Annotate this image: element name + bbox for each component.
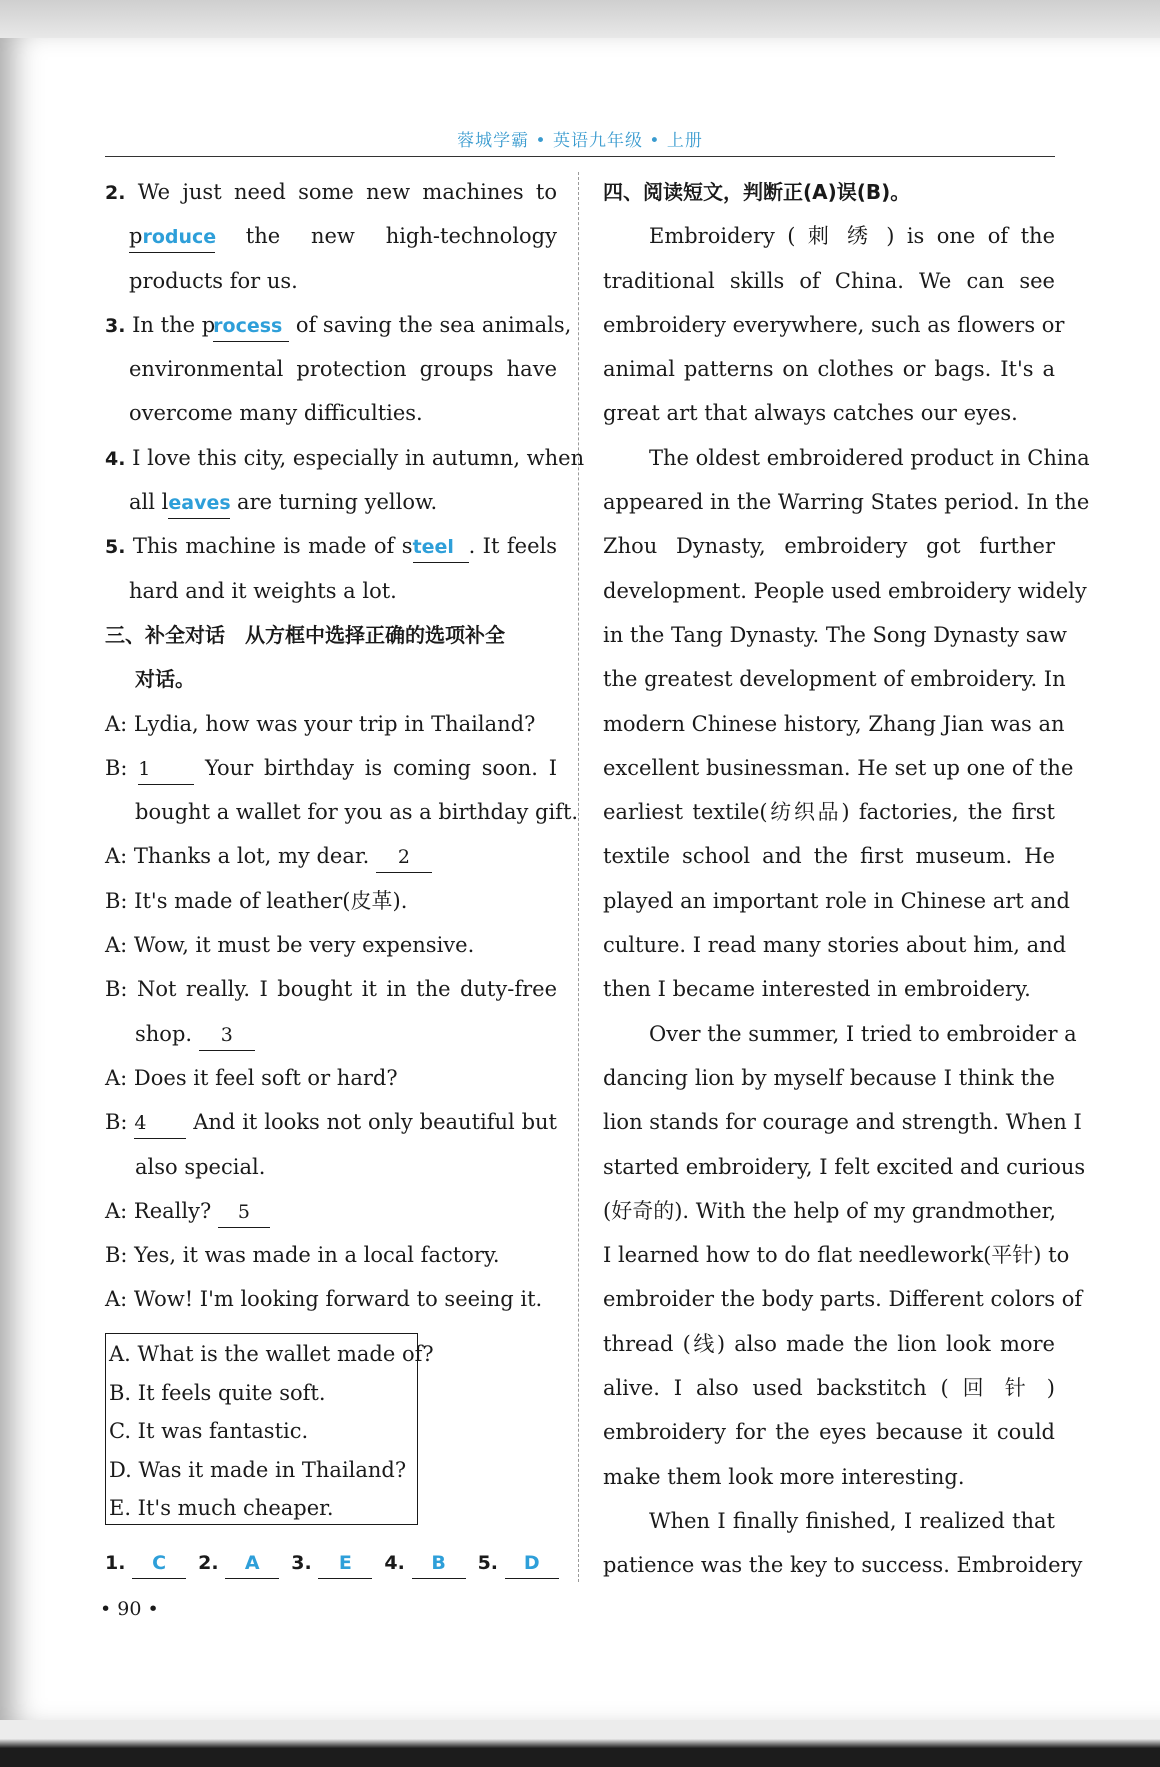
q5-answer-blank: teel [413,531,469,563]
q4-line1: 4. I love this city, especially in autumn, when [105,445,585,470]
dialog-line-4: B: It's made of leather(皮革). [105,888,408,913]
dialog-line-8: B: 4 And it looks not only beautiful but [105,1100,557,1144]
passage-line: (好奇的). With the help of my grandmother, [603,1198,1057,1223]
passage-line: embroider the body parts. Different colors of [603,1287,1083,1312]
q3-line1: 3. In the process of saving the sea animals, [105,303,557,347]
viewer-top-band [0,0,1160,38]
passage-line: in the Tang Dynasty. The Song Dynasty saw [603,622,1067,647]
dialog-line-2b: bought a wallet for you as a birthday gift. [135,800,579,825]
q3-answer-blank: rocess [213,310,289,342]
option-c: C. It was fantastic. [109,1419,309,1443]
passage-line: Embroidery ( 刺 绣 ) is one of the [649,224,1055,249]
options-box [105,1333,434,1525]
option-e: E. It's much cheaper. [109,1496,334,1520]
passage-line: Over the summer, I tried to embroider a [649,1021,1077,1046]
passage-line: lion stands for courage and strength. When I [603,1110,1082,1135]
answer-row: 1. C 2. A 3. E 4. B 5. D [105,1542,557,1582]
section4-title: 四、阅读短文，判断正(A)误(B)。 [603,180,911,204]
q2-answer-blank: produce [129,221,215,253]
option-a: A. What is the wallet made of? [109,1342,434,1366]
dialog-blank-4: 4 [134,1108,186,1139]
passage-line: I learned how to do flat needlework(平针) to [603,1243,1070,1268]
column-divider [578,172,579,1582]
answer-blank-2: A [225,1547,279,1579]
page-number: • 90 • [100,1598,159,1620]
passage-line: dancing lion by myself because I think the [603,1065,1055,1090]
section3-title-cont: 对话。 [135,667,195,692]
passage-line: the greatest development of embroidery. In [603,667,1066,692]
answer-blank-1: C [132,1547,186,1579]
header-rule [105,156,1055,157]
q4-line2: all leaves are turning yellow. [105,480,557,524]
passage-line: excellent businessman. He set up one of the [603,755,1074,780]
dialog-blank-2: 2 [376,842,432,873]
dialog-line-2: B: 1 Your birthday is coming soon. I [105,746,557,790]
passage-line: patience was the key to success. Embroidery [603,1553,1083,1578]
passage-line: embroidery everywhere, such as flowers or [603,312,1065,337]
dialog-line-8b: also special. [135,1154,266,1179]
passage-line: development. People used embroidery widely [603,578,1087,603]
passage-line: make them look more interesting. [603,1464,965,1489]
passage-line: animal patterns on clothes or bags. It's a [603,357,1055,382]
page-header: 蓉城学霸 • 英语九年级 • 上册 [457,131,703,151]
passage-line: played an important role in Chinese art and [603,888,1070,913]
q2-line2: produce the new high-technology [105,214,557,258]
dialog-blank-3: 3 [199,1020,255,1051]
passage-line: then I became interested in embroidery. [603,977,1031,1002]
left-column [105,170,585,1574]
q5-line2: hard and it weights a lot. [129,578,397,603]
dialog-line-11: A: Wow! I'm looking forward to seeing it. [105,1287,543,1312]
passage-line: traditional skills of China. We can see [603,268,1055,293]
dialog-line-3: A: Thanks a lot, my dear. 2 [105,834,557,878]
passage-line: When I finally finished, I realized that [649,1508,1055,1533]
q3-line2: environmental protection groups have [129,357,557,382]
dialog-line-7: A: Does it feel soft or hard? [105,1065,398,1090]
q2-line1: 2. We just need some new machines to [105,180,557,204]
q3-line3: overcome many difficulties. [129,401,423,426]
dialog-blank-1: 1 [138,754,194,785]
passage-line: Zhou Dynasty, embroidery got further [603,534,1055,559]
passage-line: started embroidery, I felt excited and curious [603,1154,1086,1179]
passage-line: alive. I also used backstitch ( 回 针 ) [603,1376,1055,1401]
dialog-line-5: A: Wow, it must be very expensive. [105,933,475,958]
passage-line: textile school and the first museum. He [603,844,1055,869]
q4-answer-blank: eaves [168,487,230,519]
passage-line: thread (线) also made the lion look more [603,1331,1055,1356]
right-column [603,170,1090,1588]
passage-line: culture. I read many stories about him, and [603,933,1067,958]
passage-line: embroidery for the eyes because it could [603,1420,1055,1445]
viewer-bottom-band [0,1720,1160,1767]
answer-blank-4: B [412,1547,466,1579]
answer-blank-3: E [318,1547,372,1579]
passage-line: earliest textile(纺织品) factories, the first [603,800,1055,825]
answer-blank-5: D [505,1547,559,1579]
section3-title: 三、补全对话 从方框中选择正确的选项补全 [105,622,505,647]
passage-line: The oldest embroidered product in China [649,445,1090,470]
passage-line: appeared in the Warring States period. In the [603,490,1090,515]
dialog-blank-5: 5 [218,1197,270,1228]
passage-line: great art that always catches our eyes. [603,401,1018,426]
dialog-line-9: A: Really? 5 [105,1189,557,1233]
passage-line: modern Chinese history, Zhang Jian was an [603,711,1065,736]
option-d: D. Was it made in Thailand? [109,1457,407,1482]
q2-line3: products for us. [129,268,298,293]
dialog-line-10: B: Yes, it was made in a local factory. [105,1243,500,1268]
q5-line1: 5. This machine is made of steel . It feels [105,524,557,568]
option-b: B. It feels quite soft. [109,1380,326,1405]
dialog-line-1: A: Lydia, how was your trip in Thailand? [105,711,536,736]
dialog-line-6b: shop. 3 [105,1012,557,1056]
dialog-line-6: B: Not really. I bought it in the duty-free [105,977,557,1002]
